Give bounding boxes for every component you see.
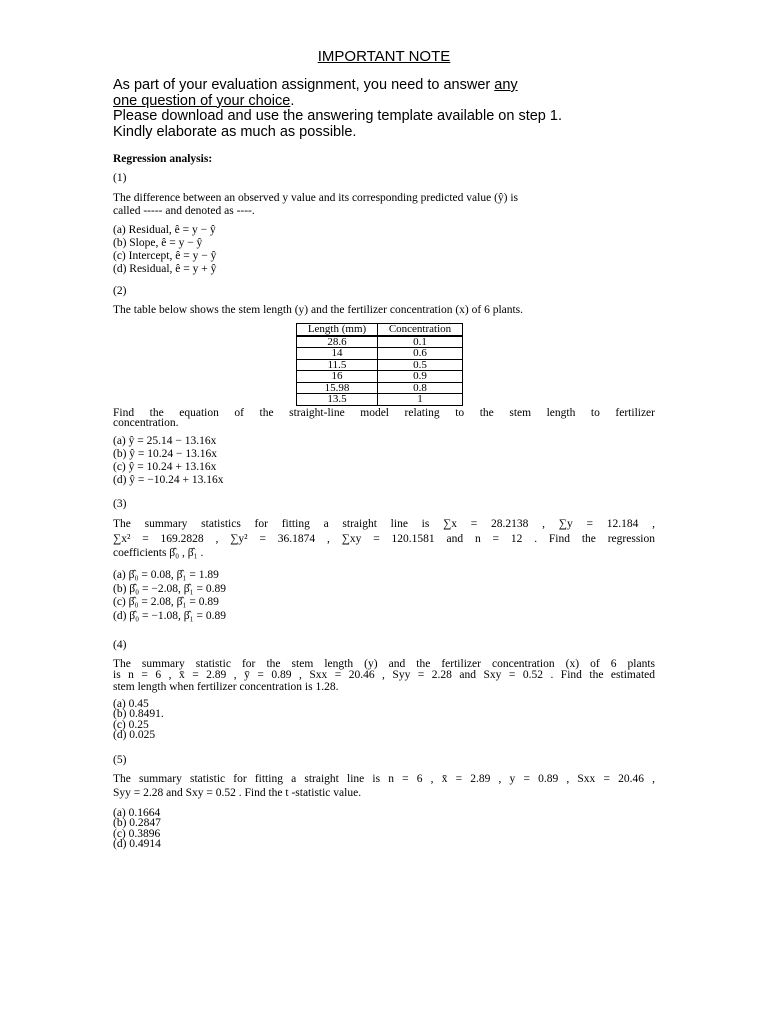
table-row	[297, 394, 463, 406]
page-title: IMPORTANT NOTE	[317, 48, 451, 65]
table-row	[297, 371, 463, 383]
q4-line-3: stem length when fertilizer concentration is 1.28.	[113, 681, 339, 693]
intro-line-3: Please download and use the answering template available on step 1.	[113, 108, 562, 124]
q1-option-b[interactable]: (b) Slope, ê = y − ŷ	[113, 237, 203, 249]
section-heading: Regression analysis:	[113, 153, 213, 165]
q1-text-line-1	[113, 192, 655, 205]
q3-option-d[interactable]: (d) β̂₀ = −1.08, β̂₁ = 0.89	[113, 609, 226, 622]
emphasis-any: any	[494, 77, 518, 93]
table-header-length: Length (mm)	[297, 324, 378, 336]
intro-text: .	[290, 92, 295, 109]
intro-line-4: Kindly elaborate as much as possible.	[113, 123, 357, 140]
q4-option-d[interactable]: (d) 0.025	[113, 728, 156, 741]
q5-options	[113, 808, 655, 849]
q2-question-line-2: concentration.	[113, 417, 179, 429]
q3-line-2: ∑x² = 169.2828 , ∑y² = 36.1874 , ∑xy = 120.1581 and n = 12 . Find the regression	[113, 533, 655, 545]
q1-number: (1)	[113, 172, 127, 184]
q1-option-d[interactable]: (d) Residual, ê = y + ŷ	[113, 263, 217, 275]
table-cell: 0.1	[378, 336, 463, 348]
table-cell: 14	[297, 348, 378, 360]
table-cell: 16	[297, 371, 378, 383]
emphasis-choice: one question of your choice	[113, 92, 291, 109]
table-cell: 11.5	[297, 359, 378, 371]
q5-option-c[interactable]: (c) 0.3896	[113, 827, 161, 840]
q5-line-2: Syy = 2.28 and Sxy = 0.52 . Find the t -statistic value.	[113, 787, 362, 799]
q1-text-hat: (ŷ) is	[494, 192, 519, 204]
q1-option-c[interactable]: (c) Intercept, ê = y − ŷ	[113, 250, 217, 262]
q1-text-line-2: called ----- and denoted as ----.	[113, 205, 255, 217]
table-cell: 0.8	[378, 382, 463, 394]
q3-options	[113, 569, 655, 623]
q2-options	[113, 435, 655, 487]
table-cell: 0.5	[378, 359, 463, 371]
q2-option-b[interactable]: (b) ŷ = 10.24 − 13.16x	[113, 448, 218, 460]
q2-number: (2)	[113, 285, 127, 297]
q3-option-b[interactable]: (b) β̂₀ = −2.08, β̂₁ = 0.89	[113, 582, 226, 595]
q4-option-b[interactable]: (b) 0.8491.	[113, 708, 164, 721]
q5-number: (5)	[113, 754, 127, 766]
table-cell: 1	[378, 394, 463, 406]
q2-option-d[interactable]: (d) ŷ = −10.24 + 13.16x	[113, 474, 224, 486]
table-row	[297, 382, 463, 394]
q4-option-a[interactable]: (a) 0.45	[113, 698, 149, 710]
q3-option-a[interactable]: (a) β̂₀ = 0.08, β̂₁ = 1.89	[113, 569, 219, 581]
q4-option-c[interactable]: (c) 0.25	[113, 718, 149, 731]
table-header-row	[297, 324, 463, 336]
table-cell: 0.6	[378, 348, 463, 360]
q2-question-line-1: Find the equation of the straight-line model relating to the stem length to fertilizer	[113, 407, 655, 419]
table-row	[297, 336, 463, 348]
intro-text: As part of your evaluation assignment, you need to answer	[113, 77, 495, 93]
q4-options	[113, 699, 655, 740]
q5-option-a[interactable]: (a) 0.1664	[113, 807, 161, 819]
q3-line-3: coefficients β̂₀ , β̂₁ .	[113, 547, 204, 559]
q2-option-c[interactable]: (c) ŷ = 10.24 + 13.16x	[113, 461, 217, 473]
table-row	[297, 359, 463, 371]
table-header-concentration: Concentration	[378, 324, 463, 336]
q4-line-1: The summary statistic for the stem length (y) and the fertilizer concentration (x) of 6 plants	[113, 658, 655, 670]
q5-option-d[interactable]: (d) 0.4914	[113, 837, 161, 850]
table-cell: 28.6	[297, 336, 378, 348]
q4-line-2: is n = 6 , x̄ = 2.89 , ȳ = 0.89 , Sxx = 20.46 , Syy = 2.28 and Sxy = 0.52 . Find the estimated	[113, 669, 655, 681]
table-cell: 13.5	[297, 394, 378, 406]
table-cell: 0.9	[378, 371, 463, 383]
intro-note	[113, 78, 673, 140]
q1-options	[113, 224, 655, 276]
intro-line-1	[113, 78, 673, 94]
q2-option-a[interactable]: (a) ŷ = 25.14 − 13.16x	[113, 435, 217, 447]
q5-line-1: The summary statistic for fitting a straight line is n = 6 , x̄ = 2.89 , y = 0.89 , Sxx = 20.46 ,	[113, 773, 655, 785]
q3-line-1: The summary statistics for fitting a straight line is ∑x = 28.2138 , ∑y = 12.184 ,	[113, 518, 655, 530]
q5-option-b[interactable]: (b) 0.2847	[113, 817, 161, 830]
data-table	[296, 323, 463, 406]
q4-number: (4)	[113, 639, 127, 651]
table-cell: 15.98	[297, 382, 378, 394]
intro-line-2	[113, 94, 673, 110]
q3-option-c[interactable]: (c) β̂₀ = 2.08, β̂₁ = 0.89	[113, 596, 219, 608]
q3-number: (3)	[113, 498, 127, 510]
q2-text: The table below shows the stem length (y) and the fertilizer concentration (x) of 6 plants.	[113, 304, 524, 316]
q1-option-a[interactable]: (a) Residual, ê = y − ŷ	[113, 224, 216, 236]
table-row	[297, 348, 463, 360]
q1-text: The difference between an observed y value and its corresponding predicted value	[113, 192, 492, 204]
